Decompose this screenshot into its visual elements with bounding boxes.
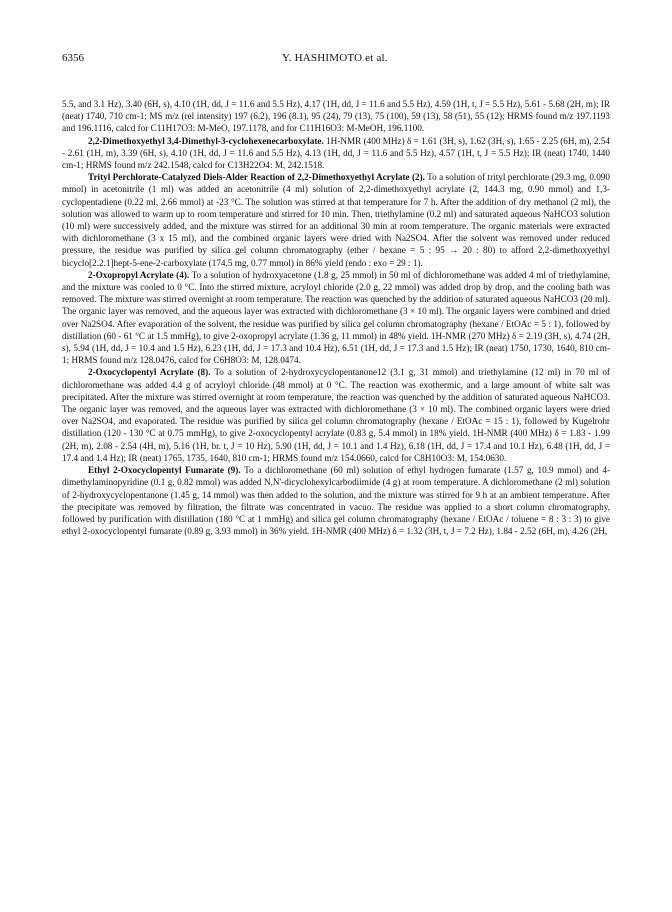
paragraph-heading: Trityl Perchlorate-Catalyzed Diels-Alder Reaction of 2,2-Dimethoxyethyl Acrylate (2). [88, 172, 425, 183]
paragraph-ethyl-oxocyclopentyl-fumarate [62, 464, 610, 537]
paragraph-text: To a dichloromethane (60 ml) solution of ethyl hydrogen fumarate (1.57 g, 10.9 mmol) and 4-dimethylaminopyridine (0.1 g, 0.82 mmol) was added N,N'-dicyclohexylcarbodiimide (4 g) at room temperature. A dichloromethane (2 ml) solution of 2-hydroxycyclopentanone (1.45 g, 14 mmol) was then added to the solution, and the mixture was stirred for 9 h at an ambient temperature. After the precipitate was removed by filtration, the filtrate was concentrated in vacuo. The residue was applied to a short column chromatography, followed by purification with distillation (180 °C at 1 mmHg) and silica gel column chromatography (hexane / EtOAc / toluene = 8 : 3 : 3) to give ethyl 2-oxocyclopentyl fumarate (0.89 g, 3.93 mmol) in 36% yield. 1H-NMR (400 MHz) δ = 1.32 (3H, t, J = 7.2 Hz), 1.84 - 2.52 (6H, m), 4.26 (2H, [62, 465, 611, 537]
paragraph-text: 1H-NMR (400 MHz) δ = 1.61 (3H, s), 1.62 (3H, s), 1.65 - 2.25 (6H, m), 2.54 - 2.61 (1H, m), 3.39 (6H, s), 4.10 (1H, dd, J = 11.6 and 5.5 Hz), 4.13 (1H, dd, J = 11.6 and 5.5 Hz), 4.57 (1H, t, J = 5.5 Hz); IR (neat) 1740, 1440 cm-1; HRMS found m/z 242.1548, calcd for C13H22O4: M, 242.1518. [62, 135, 610, 171]
paragraph-oxopropyl-acrylate [62, 269, 610, 367]
paragraph-oxocyclopentyl-acrylate [62, 366, 610, 464]
paragraph-heading: 2-Oxopropyl Acrylate (4). [88, 269, 190, 280]
paragraph-heading: 2-Oxocyclopentyl Acrylate (8). [88, 367, 211, 378]
paragraph-text: To a solution of hydroxyacetone (1.8 g, 25 mmol) in 50 ml of dichloromethane was added 4 ml of triethylamine, and the mixture was cooled to 0 °C. Into the stirred mixture, acryloyl chloride (2.0 g, 22 mmol) was added drop by drop, and the cooling bath was removed. The mixture was stirred overnight at room temperature. The reaction was quenched by the addition of saturated aqueous NaHCO3 (20 ml). The organic layer was removed, and the aqueous layer was extracted with dichloromethane (3 × 10 ml). The organic layers were combined and dried over Na2SO4. After evaporation of the solvent, the residue was purified by silica gel column chromatography (hexane / EtOAc = 5 : 1), followed by distillation (60 - 61 °C at 1.5 mmHg), to give 2-oxopropyl acrylate (1.36 g, 11 mmol) in 48% yield. 1H-NMR (270 MHz) δ = 2.19 (3H, s), 4.74 (2H, s), 5.94 (1H, dd, J = 10.4 and 1.5 Hz), 6.23 (1H, dd, J = 17.3 and 10.4 Hz), 6.51 (1H, dd, J = 17.3 and 1.5 Hz); IR (neat) 1750, 1730, 1640, 810 cm-1; HRMS found m/z 128.0476, calcd for C6H8O3: M, 128.0474. [62, 269, 610, 366]
paragraph-trityl-perchlorate [62, 171, 610, 269]
paragraph-dimethoxyethyl-cyclohexenecarboxylate [62, 135, 610, 172]
paragraph-heading: Ethyl 2-Oxocyclopentyl Fumarate (9). [88, 465, 241, 476]
paragraph-nmr-continuation [62, 98, 610, 135]
paragraph-heading: 2,2-Dimethoxyethyl 3,4-Dimethyl-3-cyclohexenecarboxylate. [88, 135, 324, 146]
paragraph-text: To a solution of 2-hydroxycyclopentanone12 (3.1 g, 31 mmol) and triethylamine (12 ml) in 70 ml of dichloromethane was added 4.4 g of acryloyl chloride (48 mmol) at 0 °C. The reaction was exothermic, and a large amount of white salt was precipitated. After the mixture was stirred overnight at room temperature, the reaction was quenched by the addition of saturated aqueous NaHCO3. The organic layer was removed, and the aqueous layer was extracted with dichloromethane (3 × 10 ml). The combined organic layers were dried over Na2SO4, and evaporated. The residue was purified by silica gel column chromatography (hexane / EtOAc = 15 : 1), followed by Kugelrohr distillation (120 - 130 °C at 0.75 mmHg), to give 2-oxocyclopentyl acrylate (0.83 g, 5.4 mmol) in 18% yield. 1H-NMR (400 MHz) δ = 1.83 - 1.99 (2H, m), 2.08 - 2.54 (4H, m), 5.16 (1H, br. t, J = 10 Hz), 5.90 (1H, dd, J = 10.1 and 1.4 Hz), 6.18 (1H, dd, J = 17.4 and 10.1 Hz), 6.48 (1H, dd, J = 17.4 and 1.4 Hz); IR (neat) 1765, 1735, 1640, 810 cm-1; HRMS found m/z 154.0660, calcd for C8H10O3: M, 154.0630. [62, 367, 610, 463]
page-number: 6356 [62, 52, 84, 64]
paragraph-text: To a solution of trityl perchlorate (29.3 mg, 0.090 mmol) in acetonitrile (1 ml) was added an acetonitrile (4 ml) solution of 2,2-dimethoxyethyl acrylate (2, 144.3 mg, 0.90 mmol) and 1,3-cyclopentadiene (0.22 ml, 2.66 mmol) at -23 °C. The solution was stirred at that temperature for 7 h. After the addition of dry methanol (2 ml), the solution was allowed to warm up to room temperature and stirred for 10 min. Then, triethylamine (0.2 ml) and saturated aqueous NaHCO3 solution (10 ml) were successively added, and the mixture was stirred for an additional 30 min at room temperature. The organic materials were extracted with dichloromethane (3 x 15 ml), and the combined organic layers were dried with Na2SO4. After the solvent was removed under reduced pressure, the residue was purified by silica gel column chromatography (ether / hexane = 5 : 95 → 20 : 80) to afford 2,2-dimethoxyethyl bicyclo[2.2.1]hept-5-ene-2-carboxylate (174.5 mg, 0.77 mmol) in 86% yield (endo : exo = 29 : 1). [62, 172, 610, 268]
running-head: Y. HASHIMOTO et al. [282, 52, 388, 64]
paragraph-text: 5.5, and 3.1 Hz), 3.40 (6H, s), 4.10 (1H, dd, J = 11.6 and 5.5 Hz), 4.17 (1H, dd, J = 11.6 and 5.5 Hz), 4.59 (1H, t, J = 5.5 Hz), 5.61 - 5.68 (2H, m); IR (neat) 1740, 710 cm-1; MS m/z (rel intensity) 197 (6.2), 196 (8.1), 95 (24), 79 (13), 75 (100), 59 (13), 58 (51), 55 (12); HRMS found m/z 197.1193 and 196.1116, calcd for C11H17O3: M-MeO, 197.1178, and for C11H16O3: M-MeOH, 196.1100. [62, 99, 610, 134]
page-header [62, 52, 610, 68]
article-body [62, 98, 610, 537]
